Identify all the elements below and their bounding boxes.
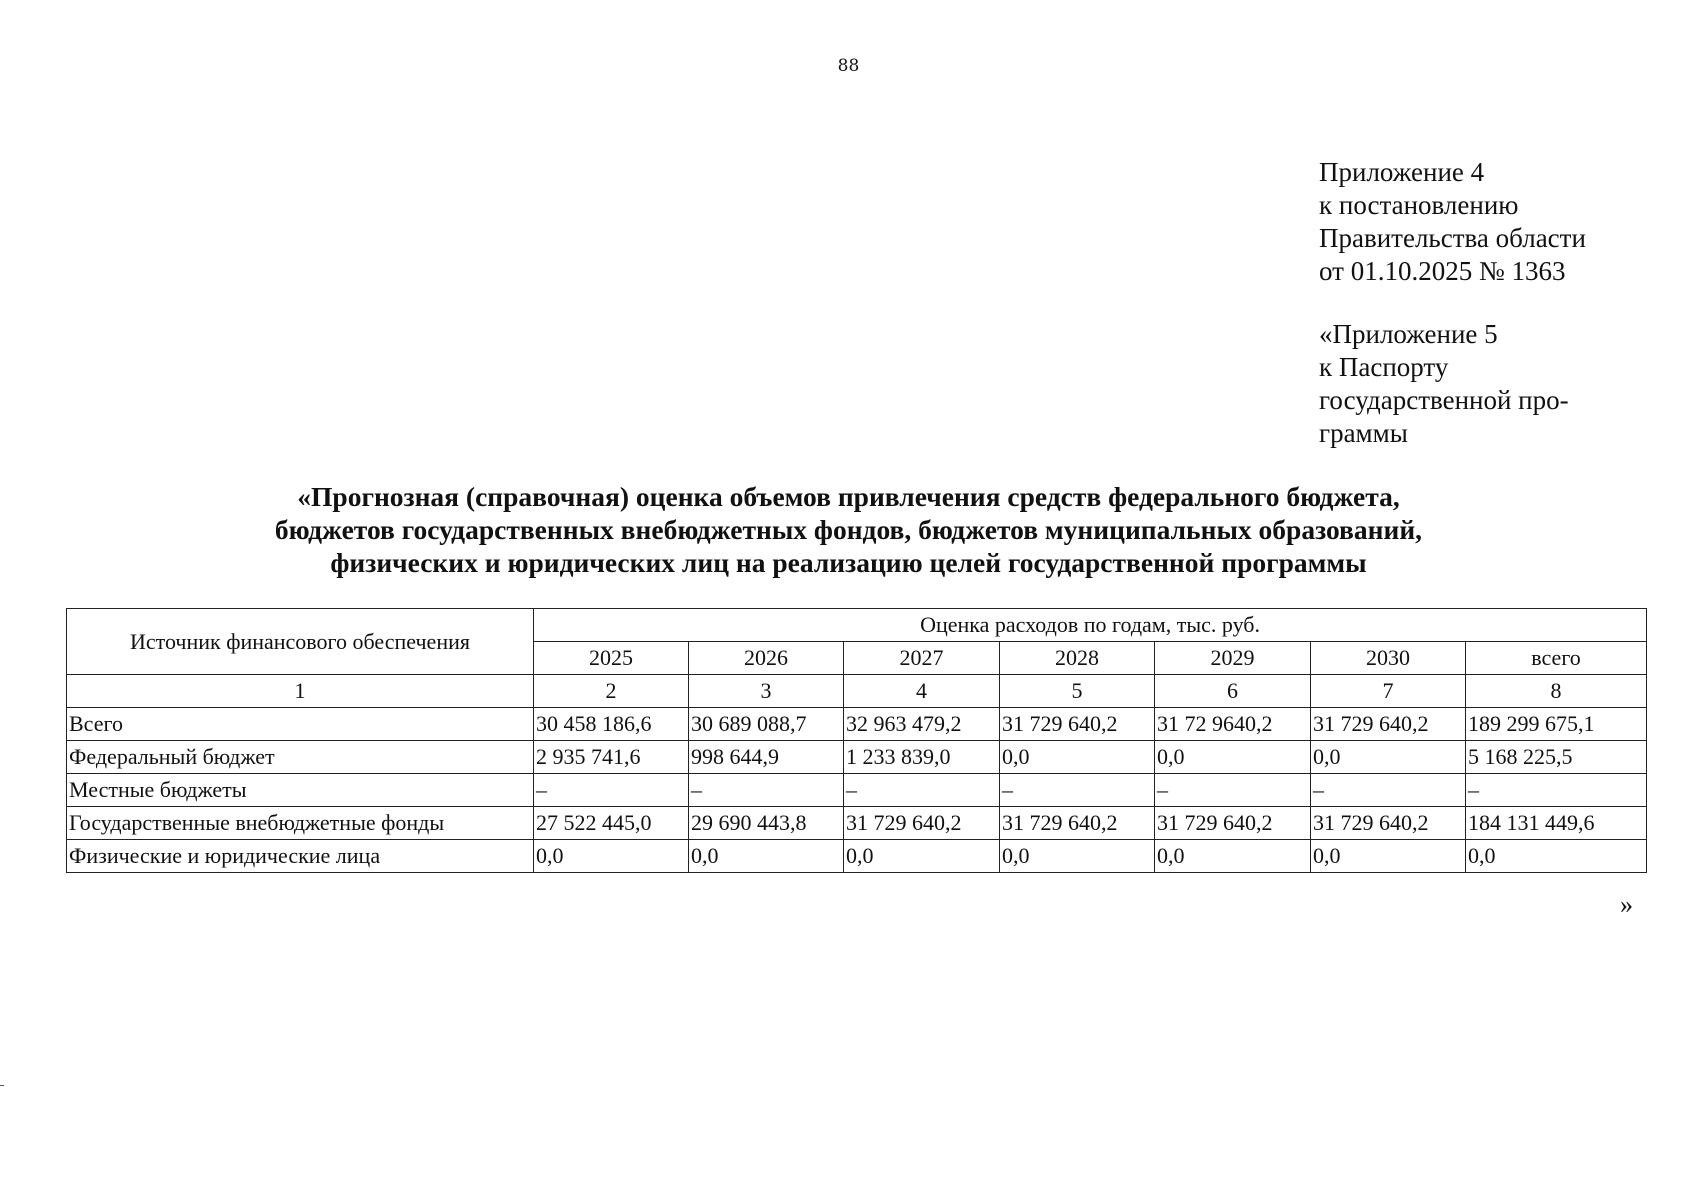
year-header: 2026	[689, 642, 844, 675]
appendix-note-line: Правительства области	[1319, 223, 1586, 253]
table-cell: 31 729 640,2	[1155, 807, 1311, 840]
table-row	[67, 774, 1647, 807]
title-line: бюджетов государственных внебюджетных фондов, бюджетов муниципальных образований,	[274, 514, 1423, 545]
column-number: 2	[534, 675, 689, 708]
scan-edge-mark	[0, 1085, 4, 1086]
row-label: Государственные внебюджетные фонды	[67, 807, 534, 840]
table-cell: 0,0	[1466, 840, 1647, 873]
column-number: 5	[1000, 675, 1155, 708]
passport-note-line: государственной про-	[1319, 385, 1569, 415]
passport-note-line: к Паспорту	[1319, 352, 1449, 382]
total-header: всего	[1466, 642, 1647, 675]
table-cell: 31 729 640,2	[1000, 708, 1155, 741]
column-number: 8	[1466, 675, 1647, 708]
table-cell: 0,0	[1155, 840, 1311, 873]
year-header: 2029	[1155, 642, 1311, 675]
table-cell: 0,0	[1155, 741, 1311, 774]
table-row	[67, 741, 1647, 774]
table-cell: 27 522 445,0	[534, 807, 689, 840]
title-line: физических и юридических лиц на реализацию целей государственной программы	[330, 547, 1367, 578]
appendix-note-line: к постановлению	[1319, 190, 1519, 220]
table-cell: 29 690 443,8	[689, 807, 844, 840]
table-cell: –	[1311, 774, 1466, 807]
table-cell: 0,0	[1311, 840, 1466, 873]
table-cell: –	[1466, 774, 1647, 807]
table-cell: –	[534, 774, 689, 807]
financing-table	[66, 608, 1647, 873]
passport-note-line: «Приложение 5	[1319, 319, 1498, 349]
column-number: 1	[67, 675, 534, 708]
column-number: 4	[844, 675, 1000, 708]
title-line: «Прогнозная (справочная) оценка объемов привлечения средств федерального бюджета,	[297, 481, 1400, 512]
table-cell: 30 689 088,7	[689, 708, 844, 741]
column-number: 3	[689, 675, 844, 708]
table-row	[67, 840, 1647, 873]
table-cell: 2 935 741,6	[534, 741, 689, 774]
table-cell: –	[1000, 774, 1155, 807]
table-cell: –	[1155, 774, 1311, 807]
table-cell: 0,0	[1311, 741, 1466, 774]
table-cell: 0,0	[1000, 741, 1155, 774]
table-row	[67, 807, 1647, 840]
table-cell: –	[689, 774, 844, 807]
table-cell: –	[844, 774, 1000, 807]
year-header: 2028	[1000, 642, 1155, 675]
table-cell: 32 963 479,2	[844, 708, 1000, 741]
table-cell: 0,0	[1000, 840, 1155, 873]
passport-note-line: граммы	[1319, 418, 1408, 448]
table-cell: 31 729 640,2	[1311, 708, 1466, 741]
estimate-header: Оценка расходов по годам, тыс. руб.	[534, 609, 1647, 642]
column-number: 6	[1155, 675, 1311, 708]
column-number: 7	[1311, 675, 1466, 708]
table-cell: 31 72 9640,2	[1155, 708, 1311, 741]
row-label: Физические и юридические лица	[67, 840, 534, 873]
year-header: 2027	[844, 642, 1000, 675]
table-cell: 0,0	[534, 840, 689, 873]
table-cell: 0,0	[689, 840, 844, 873]
document-title	[60, 480, 1637, 579]
table-row	[67, 708, 1647, 741]
appendix-note-line: от 01.10.2025 № 1363	[1319, 256, 1566, 286]
passport-note	[1319, 318, 1609, 450]
appendix-note	[1319, 156, 1609, 288]
table-cell: 30 458 186,6	[534, 708, 689, 741]
appendix-note-line: Приложение 4	[1319, 157, 1485, 187]
year-header: 2025	[534, 642, 689, 675]
table-header-row	[67, 609, 1647, 642]
row-label: Федеральный бюджет	[67, 741, 534, 774]
table-cell: 5 168 225,5	[1466, 741, 1647, 774]
year-header: 2030	[1311, 642, 1466, 675]
table-cell: 31 729 640,2	[1000, 807, 1155, 840]
table-cell: 1 233 839,0	[844, 741, 1000, 774]
row-label: Всего	[67, 708, 534, 741]
source-column-header: Источник финансового обеспечения	[67, 609, 534, 675]
table-cell: 31 729 640,2	[1311, 807, 1466, 840]
closing-quote: »	[1620, 890, 1633, 919]
page-number: 88	[837, 56, 860, 76]
table-cell: 31 729 640,2	[844, 807, 1000, 840]
table-cell: 0,0	[844, 840, 1000, 873]
table-cell: 189 299 675,1	[1466, 708, 1647, 741]
column-number-row	[67, 675, 1647, 708]
table-cell: 184 131 449,6	[1466, 807, 1647, 840]
table-cell: 998 644,9	[689, 741, 844, 774]
row-label: Местные бюджеты	[67, 774, 534, 807]
